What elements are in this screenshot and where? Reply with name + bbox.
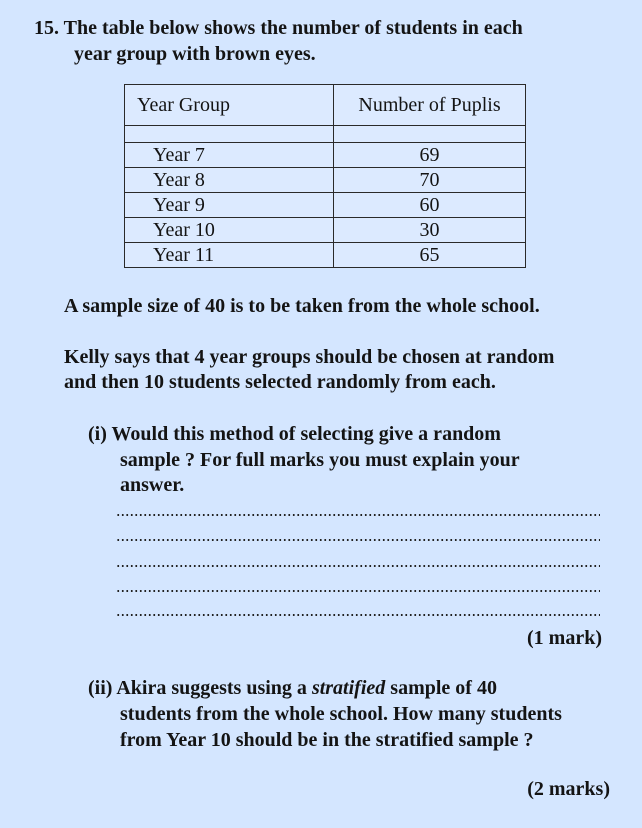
- row-number: 69: [334, 143, 526, 168]
- part-i-line2: sample ? For full marks you must explain your: [120, 449, 520, 471]
- answer-line[interactable]: [116, 565, 600, 567]
- part-ii-line3: from Year 10 should be in the stratified sample ?: [120, 729, 534, 751]
- answer-line[interactable]: [116, 614, 600, 616]
- question-number: 15.: [34, 17, 59, 39]
- answer-line[interactable]: [116, 590, 600, 592]
- row-number: 65: [334, 243, 526, 268]
- row-year-group: Year 10: [125, 218, 334, 243]
- part-ii-line1-end: sample of 40: [385, 677, 497, 699]
- part-ii-line1-start: (ii) Akira suggests using a: [88, 677, 312, 699]
- sample-size-text: A sample size of 40 is to be taken from the whole school.: [64, 295, 540, 317]
- part-ii-stratified-word: stratified: [311, 677, 386, 699]
- part-i-line3: answer.: [120, 474, 185, 496]
- answer-line[interactable]: [116, 539, 600, 541]
- kelly-text-line2: and then 10 students selected randomly from each.: [64, 371, 496, 393]
- table-header-row: [125, 85, 526, 126]
- table-row: [125, 168, 526, 193]
- part-i-line1: (i) Would this method of selecting give a random: [88, 423, 501, 445]
- table-row: [125, 193, 526, 218]
- table-row: [125, 218, 526, 243]
- row-number: 70: [334, 168, 526, 193]
- question-heading: [34, 16, 523, 40]
- table-row: [125, 143, 526, 168]
- row-number: 30: [334, 218, 526, 243]
- row-year-group: Year 7: [125, 143, 334, 168]
- part-ii-line2: students from the whole school. How many students: [120, 703, 562, 725]
- part-ii-marks: (2 marks): [527, 778, 610, 800]
- header-number-of-pupils: Number of Puplis: [334, 85, 526, 126]
- row-year-group: Year 11: [125, 243, 334, 268]
- answer-line[interactable]: [116, 514, 600, 516]
- brown-eyes-table: [124, 84, 526, 268]
- table-spacer-row: [125, 126, 526, 143]
- part-ii-line1: [88, 676, 497, 700]
- row-year-group: Year 8: [125, 168, 334, 193]
- kelly-text-line1: Kelly says that 4 year groups should be chosen at random: [64, 346, 555, 368]
- question-intro-line2: year group with brown eyes.: [74, 43, 316, 65]
- header-year-group: Year Group: [125, 85, 334, 126]
- row-number: 60: [334, 193, 526, 218]
- row-year-group: Year 9: [125, 193, 334, 218]
- table-row: [125, 243, 526, 268]
- question-intro-line1: The table below shows the number of students in each: [63, 17, 523, 39]
- part-i-marks: (1 mark): [527, 627, 602, 649]
